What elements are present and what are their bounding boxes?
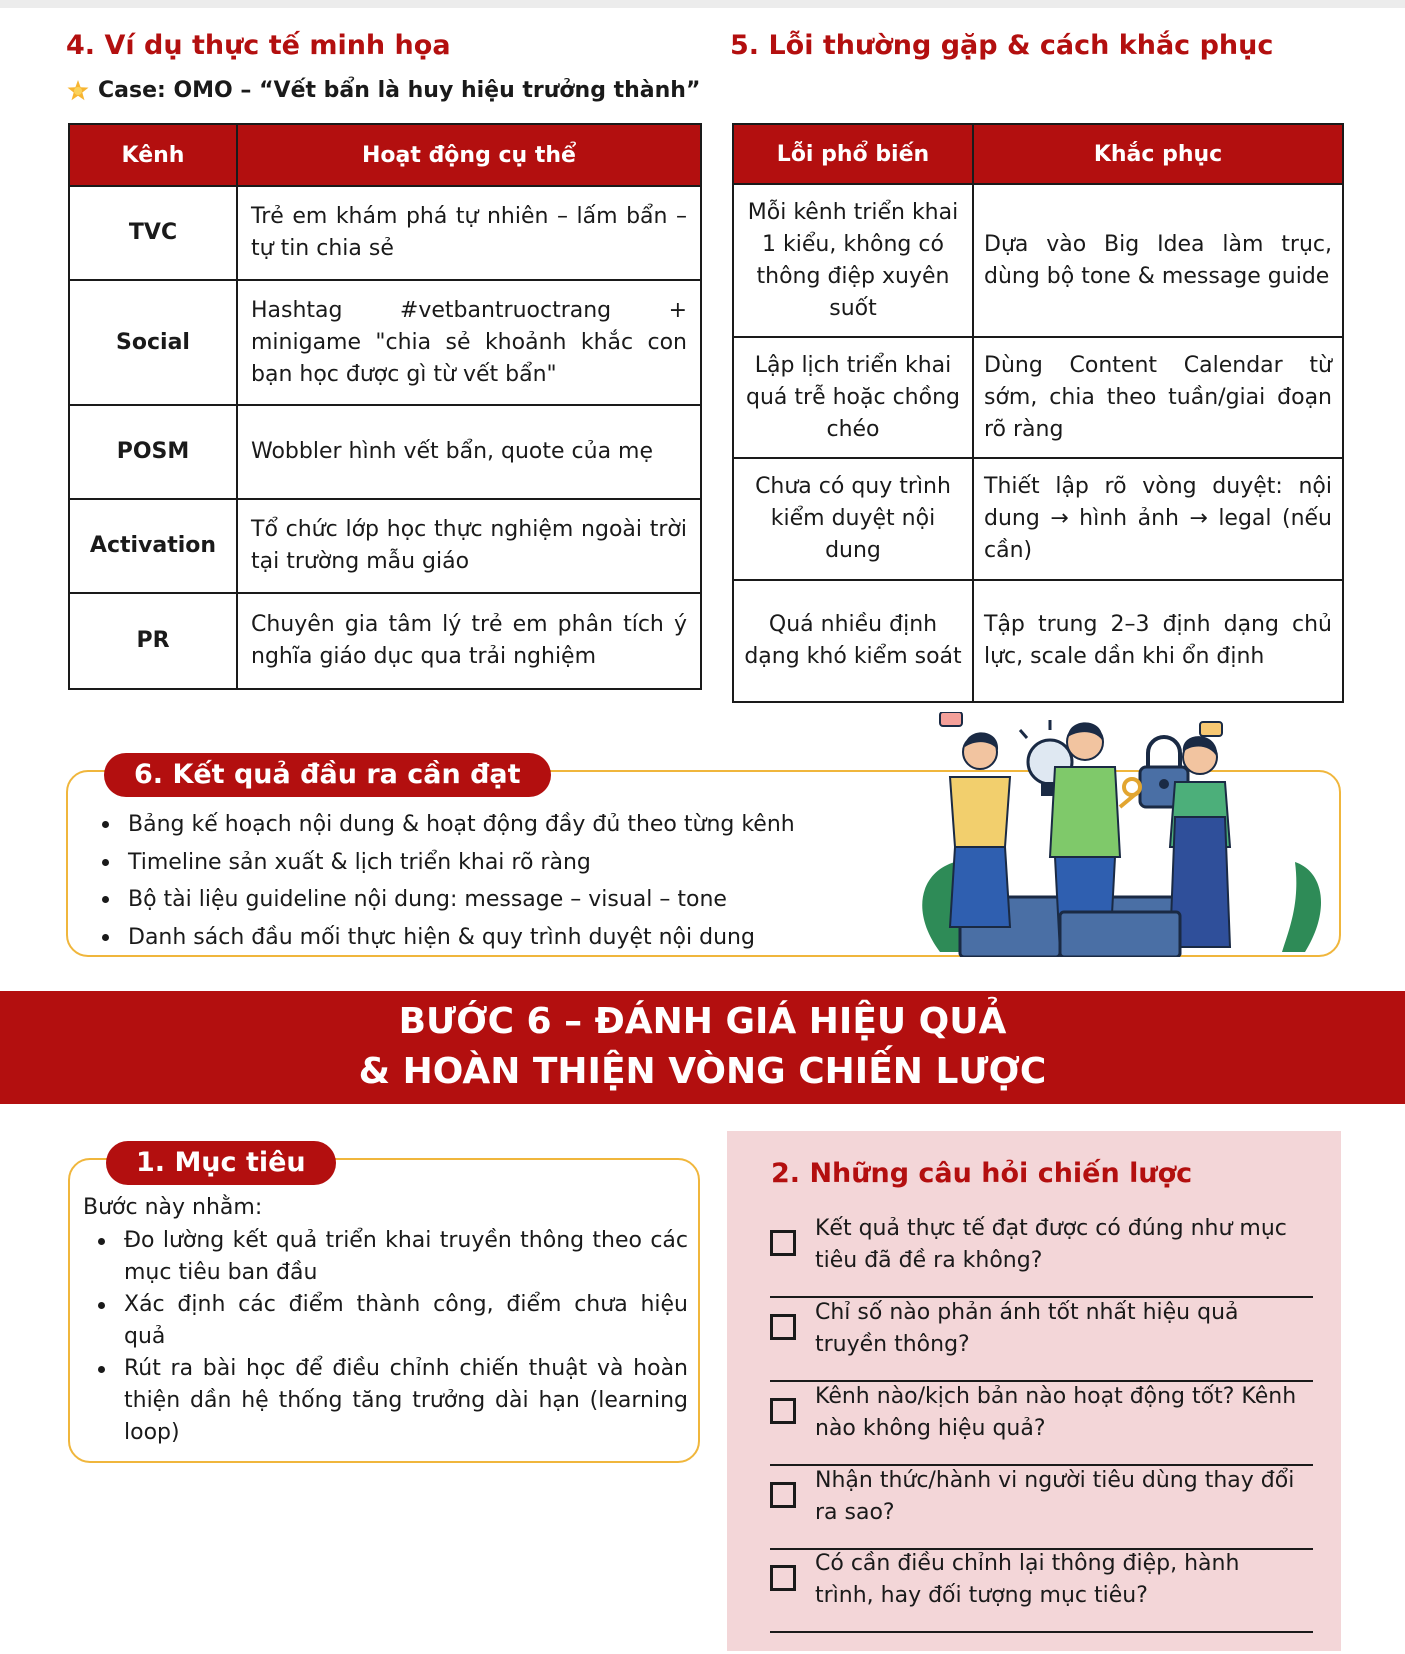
table-row	[69, 499, 701, 593]
table-row	[69, 280, 701, 405]
question-text: Nhận thức/hành vi người tiêu dùng thay đổi ra sao?	[815, 1468, 1295, 1525]
channel-cell: PR	[69, 593, 237, 689]
outputs-title: 6. Kết quả đầu ra cần đạt	[104, 753, 551, 797]
header-fix: Khắc phục	[973, 124, 1343, 184]
header-channel: Kênh	[69, 124, 237, 186]
channel-cell: TVC	[69, 186, 237, 280]
activity-cell: Trẻ em khám phá tự nhiên – lấm bẩn – tự tin chia sẻ	[237, 186, 701, 280]
goals-intro: Bước này nhằm:	[83, 1195, 263, 1220]
header-activity: Hoạt động cụ thể	[237, 124, 701, 186]
question-text: Kênh nào/kịch bản nào hoạt động tốt? Kênh nào không hiệu quả?	[815, 1384, 1297, 1441]
table-row	[69, 186, 701, 280]
list-item: Bộ tài liệu guideline nội dung: message – visual – tone	[100, 881, 795, 919]
checkbox-icon[interactable]	[770, 1565, 796, 1591]
error-cell: Quá nhiều định dạng khó kiểm soát	[733, 580, 973, 702]
people-idea-illustration	[910, 712, 1330, 957]
section4-title: 4. Ví dụ thực tế minh họa	[66, 30, 451, 61]
list-item: Rút ra bài học để điều chỉnh chiến thuật và hoàn thiện dần hệ thống tăng trưởng dài hạn (learning loop)	[96, 1353, 688, 1449]
table-row	[69, 593, 701, 689]
key-icon	[1120, 779, 1140, 807]
question-item	[770, 1213, 1313, 1298]
activity-cell: Chuyên gia tâm lý trẻ em phân tích ý nghĩa giáo dục qua trải nghiệm	[237, 593, 701, 689]
question-item	[770, 1465, 1313, 1550]
star-icon	[66, 79, 90, 103]
table-row	[69, 405, 701, 499]
checkbox-icon[interactable]	[770, 1230, 796, 1256]
checkbox-icon[interactable]	[770, 1482, 796, 1508]
banner-line2: & HOÀN THIỆN VÒNG CHIẾN LƯỢC	[358, 1051, 1047, 1092]
table-row	[733, 184, 1343, 337]
list-item: Bảng kế hoạch nội dung & hoạt động đầy đủ theo từng kênh	[100, 806, 795, 844]
goals-list	[96, 1225, 688, 1449]
question-text: Kết quả thực tế đạt được có đúng như mục tiêu đã đề ra không?	[815, 1216, 1287, 1273]
list-item: Đo lường kết quả triển khai truyền thông theo các mục tiêu ban đầu	[96, 1225, 688, 1289]
fix-cell: Thiết lập rõ vòng duyệt: nội dung → hình ảnh → legal (nếu cần)	[973, 458, 1343, 580]
question-item	[770, 1381, 1313, 1466]
table-row	[733, 458, 1343, 580]
banner-line1: BƯỚC 6 – ĐÁNH GIÁ HIỆU QUẢ	[398, 1001, 1007, 1042]
question-item	[770, 1297, 1313, 1382]
outputs-list	[100, 806, 795, 956]
channel-activity-table	[68, 123, 702, 690]
channel-cell: Activation	[69, 499, 237, 593]
section5-title: 5. Lỗi thường gặp & cách khắc phục	[730, 30, 1274, 61]
list-item: Timeline sản xuất & lịch triển khai rõ ràng	[100, 844, 795, 882]
error-cell: Lập lịch triển khai quá trễ hoặc chồng chéo	[733, 337, 973, 458]
question-item	[770, 1548, 1313, 1633]
fix-cell: Dùng Content Calendar từ sớm, chia theo tuần/giai đoạn rõ ràng	[973, 337, 1343, 458]
header-error: Lỗi phổ biến	[733, 124, 973, 184]
top-strip	[0, 0, 1405, 8]
checkbox-icon[interactable]	[770, 1398, 796, 1424]
questions-title: 2. Những câu hỏi chiến lược	[771, 1158, 1193, 1189]
channel-cell: POSM	[69, 405, 237, 499]
table-header-row	[733, 124, 1343, 184]
error-cell: Chưa có quy trình kiểm duyệt nội dung	[733, 458, 973, 580]
table-row	[733, 580, 1343, 702]
error-cell: Mỗi kênh triển khai 1 kiểu, không có thông điệp xuyên suốt	[733, 184, 973, 337]
list-item: Danh sách đầu mối thực hiện & quy trình duyệt nội dung	[100, 919, 795, 957]
question-text: Chỉ số nào phản ánh tốt nhất hiệu quả truyền thông?	[815, 1300, 1239, 1357]
step6-banner	[0, 991, 1405, 1104]
channel-cell: Social	[69, 280, 237, 405]
case-text: Case: OMO – “Vết bẩn là huy hiệu trưởng thành”	[98, 78, 701, 103]
table-header-row	[69, 124, 701, 186]
goals-title: 1. Mục tiêu	[106, 1141, 336, 1185]
errors-fixes-table	[732, 123, 1344, 703]
checkbox-icon[interactable]	[770, 1314, 796, 1340]
question-text: Có cần điều chỉnh lại thông điệp, hành trình, hay đối tượng mục tiêu?	[815, 1551, 1240, 1608]
fix-cell: Tập trung 2–3 định dạng chủ lực, scale dần khi ổn định	[973, 580, 1343, 702]
fix-cell: Dựa vào Big Idea làm trục, dùng bộ tone & message guide	[973, 184, 1343, 337]
list-item: Xác định các điểm thành công, điểm chưa hiệu quả	[96, 1289, 688, 1353]
activity-cell: Hashtag #vetbantruoctrang + minigame "chia sẻ khoảnh khắc con bạn học được gì từ vết bẩn"	[237, 280, 701, 405]
activity-cell: Tổ chức lớp học thực nghiệm ngoài trời tại trường mẫu giáo	[237, 499, 701, 593]
case-label	[66, 78, 700, 103]
activity-cell: Wobbler hình vết bẩn, quote của mẹ	[237, 405, 701, 499]
table-row	[733, 337, 1343, 458]
